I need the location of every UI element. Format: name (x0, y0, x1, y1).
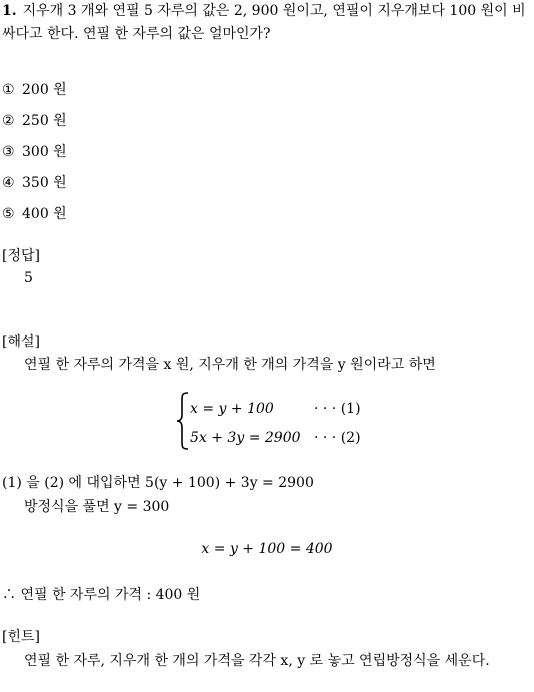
equation-1-tag: · · · (1) (314, 401, 361, 417)
answer-value: 5 (24, 270, 33, 286)
equation-2-tag: · · · (2) (314, 430, 361, 446)
solution-intro: 연필 한 자루의 가격을 x 원, 지우개 한 개의 가격을 y 원이라고 하면 (24, 357, 436, 373)
question-number: 1. (2, 3, 17, 19)
solve-step: 방정식을 풀면 y = 300 (24, 499, 170, 515)
result-equation: x = y + 100 = 400 (201, 541, 333, 557)
choice-5[interactable] (2, 203, 67, 223)
equation-2: 5x + 3y = 2900 (190, 430, 301, 446)
hint-label: [힌트] (2, 629, 40, 645)
choice-4[interactable] (2, 172, 67, 192)
choice-1[interactable] (2, 79, 67, 99)
conclusion: ∴ 연필 한 자루의 가격 : 400 원 (2, 587, 201, 603)
choice-mark: ④ (2, 175, 15, 191)
choice-text: 250 원 (22, 113, 67, 129)
choice-text: 400 원 (22, 206, 67, 222)
choice-3[interactable] (2, 141, 67, 161)
choice-mark: ⑤ (2, 206, 15, 222)
equation-1: x = y + 100 (190, 401, 274, 417)
choice-text: 300 원 (22, 144, 67, 160)
choice-text: 350 원 (22, 175, 67, 191)
choice-mark: ① (2, 82, 15, 98)
question (2, 0, 532, 46)
question-text: 지우개 3 개와 연필 5 자루의 값은 2, 900 원이고, 연필이 지우개보다 100 원이 비싸다고 한다. 연필 한 자루의 값은 얼마인가? (2, 3, 526, 42)
equation-system (176, 391, 366, 451)
solution-label: [해설] (2, 334, 40, 350)
left-brace-icon (176, 391, 190, 451)
choice-mark: ② (2, 113, 15, 129)
choice-2[interactable] (2, 110, 67, 130)
hint-text: 연필 한 자루, 지우개 한 개의 가격을 각각 x, y 로 놓고 연립방정식을 세운다. (24, 653, 490, 669)
choice-text: 200 원 (22, 82, 67, 98)
answer-label: [정답] (2, 248, 40, 264)
choice-mark: ③ (2, 144, 15, 160)
substitution-step: (1) 을 (2) 에 대입하면 5(y + 100) + 3y = 2900 (2, 475, 314, 491)
